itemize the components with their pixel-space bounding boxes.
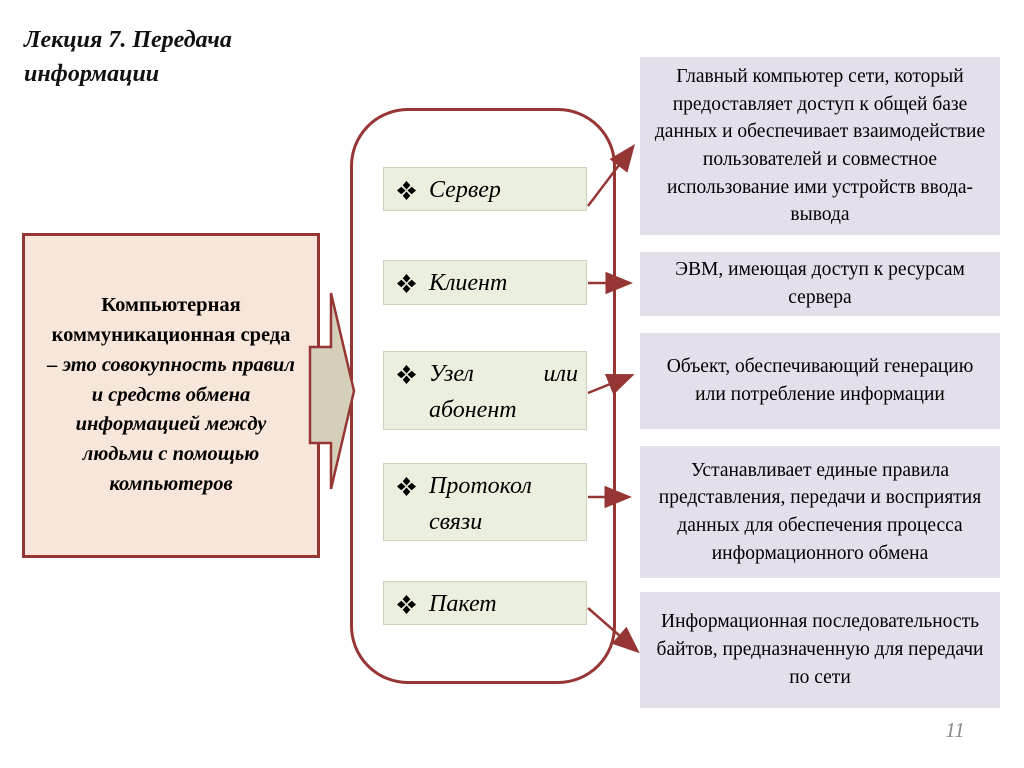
four-diamond-bullet-icon [397, 595, 416, 614]
four-diamond-bullet-icon [397, 477, 416, 496]
term-label: Пакет [429, 591, 497, 617]
definition-node: Объект, обеспечивающий генерацию или потребление информации [640, 333, 1000, 429]
four-diamond-bullet-icon [397, 365, 416, 384]
definition-client: ЭВМ, имеющая доступ к ресурсам сервера [640, 252, 1000, 316]
four-diamond-bullet-icon [397, 274, 416, 293]
concept-box [22, 233, 320, 558]
term-server [383, 167, 587, 211]
term-protocol [383, 463, 587, 541]
definition-packet: Информационная последовательность байтов, предназначенную для передачи по сети [640, 592, 1000, 708]
concept-heading: Компьютерная коммуникационная среда [51, 294, 291, 347]
page-number: 11 [945, 718, 965, 742]
term-node [383, 351, 587, 430]
term-label: Сервер [429, 177, 501, 203]
four-diamond-bullet-icon [397, 181, 416, 200]
term-label: Клиент [429, 270, 508, 296]
term-label: Узел или абонент [429, 361, 578, 423]
definition-server: Главный компьютер сети, который предоставляет доступ к общей базе данных и обеспечивает взаимодействие пользователей и совместное использование ими устройств ввода-вывода [640, 57, 1000, 235]
concept-definition: – это совокупность правил и средств обмена информацией между людьми с помощью компьютеров [47, 353, 295, 495]
slide-title: Лекция 7. Передача информации [24, 27, 232, 87]
term-label: Протокол связи [429, 473, 532, 535]
definition-protocol: Устанавливает единые правила представления, передачи и восприятия данных для обеспечения процесса информационного обмена [640, 446, 1000, 578]
term-client [383, 260, 587, 305]
term-packet [383, 581, 587, 625]
